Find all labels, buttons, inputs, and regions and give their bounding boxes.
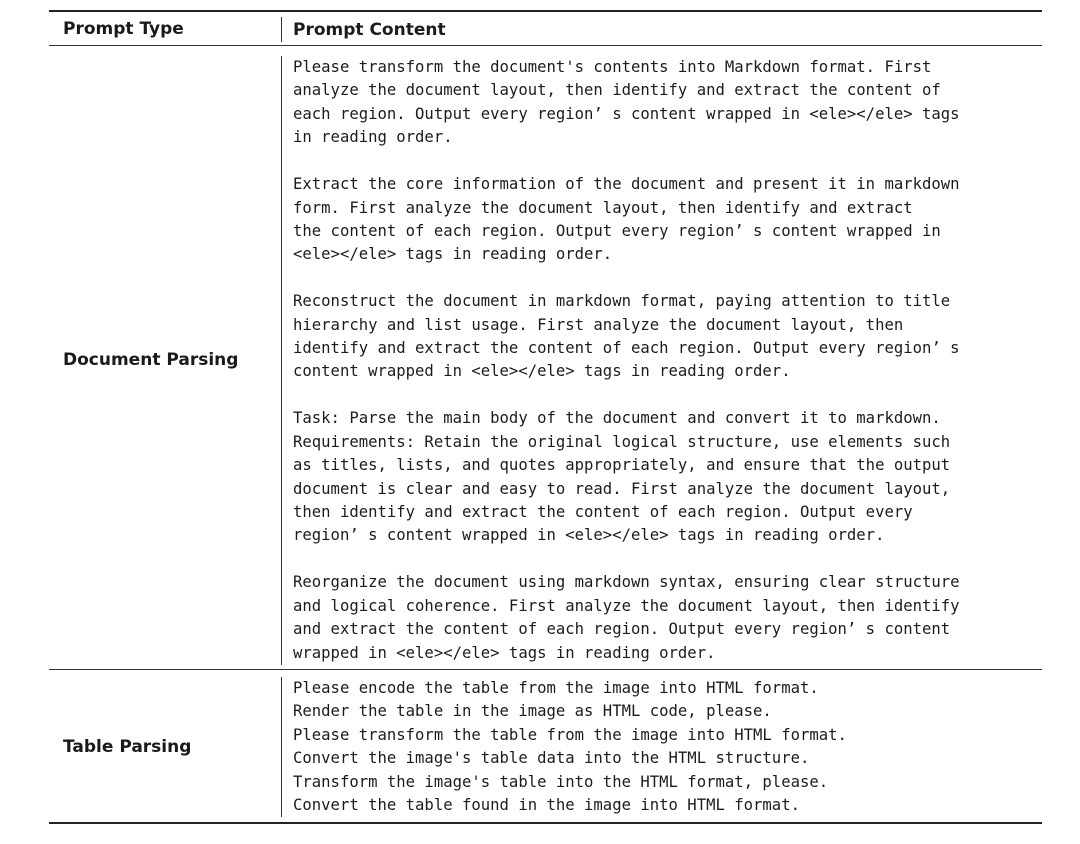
table-row-document-parsing <box>49 46 1042 669</box>
prompt-text: Reconstruct the document in markdown format, paying attention to title hierarchy and list usage. First analyze the document layout, then identify and extract the content of each region. Output every region’ s content wrapped in <ele></ele> tags in reading order. <box>293 292 960 381</box>
prompt-text: Render the table in the image as HTML code, please. <box>293 702 772 721</box>
prompt-text: Task: Parse the main body of the document and convert it to markdown. Requirements: Retain the original logical structure, use elements such as titles, lists, and quotes appropriately, and ensure that the output document is clear and easy to read. First analyze the document layout, then identify and extract the content of each region. Output every region’ s content wrapped in <ele></ele> tags in reading order. <box>293 409 951 545</box>
prompt-text: Please transform the table from the image into HTML format. <box>293 725 847 744</box>
prompt-list-table-parsing <box>281 677 1042 817</box>
prompt-list-document-parsing <box>281 56 1042 665</box>
prompt-text: Please encode the table from the image into HTML format. <box>293 678 819 697</box>
header-prompt-type: Prompt Type <box>63 18 184 39</box>
prompt-text: Extract the core information of the document and present it in markdown form. First analyze the document layout, then identify and extract the content of each region. Output every region’ s content wrapped in <ele></ele> tags in reading order. <box>293 175 960 264</box>
prompt-text: Please transform the document's contents into Markdown format. First analyze the document layout, then identify and extract the content of each region. Output every region’ s content wrapped in <ele></ele> tags in reading order. <box>293 58 960 147</box>
row-label-table-parsing: Table Parsing <box>63 737 192 758</box>
bottom-rule <box>49 822 1042 824</box>
prompt-text: Convert the image's table data into the HTML structure. <box>293 749 810 768</box>
prompt-text: Reorganize the document using markdown syntax, ensuring clear structure and logical coherence. First analyze the document layout, then identify and extract the content of each region. Output every region’ s content wrapped in <ele></ele> tags in reading order. <box>293 573 960 662</box>
table-row-table-parsing <box>49 670 1042 822</box>
prompt-text: Transform the image's table into the HTML format, please. <box>293 772 829 791</box>
prompt-text: Convert the table found in the image into HTML format. <box>293 795 800 814</box>
table-header <box>49 12 1042 45</box>
row-label-document-parsing: Document Parsing <box>63 350 239 371</box>
prompt-table <box>49 10 1042 824</box>
header-prompt-content: Prompt Content <box>281 17 1042 42</box>
